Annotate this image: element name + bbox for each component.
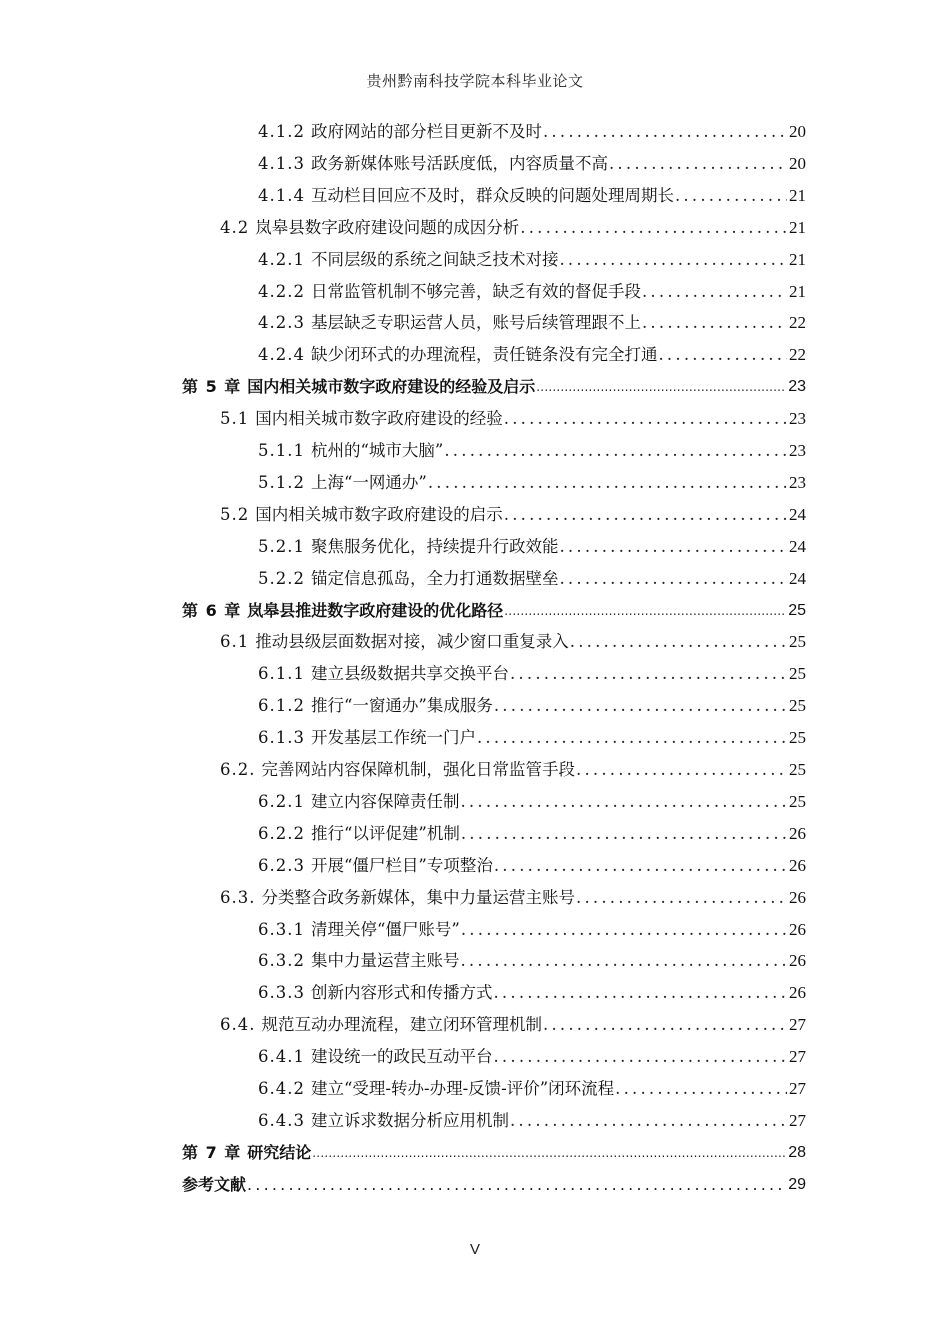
toc-dot-leader — [558, 531, 787, 563]
toc-entry-title — [258, 467, 427, 499]
toc-entry-number: 4.2.2 — [258, 281, 305, 301]
toc-entry-text: 创新内容形式和传播方式 — [310, 983, 493, 1003]
toc-entry-text: 国内相关城市数字政府建设的经验及启示 — [247, 377, 536, 397]
toc-entry-number: 4.2.3 — [258, 313, 305, 333]
toc-entry[interactable] — [220, 1009, 806, 1041]
toc-entry-text: 开发基层工作统一门户 — [310, 728, 476, 748]
toc-page-number: 28 — [788, 1143, 806, 1161]
toc-entry[interactable] — [258, 1105, 806, 1137]
toc-entry-number: 5.2.1 — [258, 536, 305, 556]
toc-entry-title — [258, 1073, 614, 1105]
toc-dot-leader — [558, 563, 787, 595]
toc-page-number: 23 — [789, 472, 806, 492]
toc-entry-number: 5.1.1 — [258, 441, 305, 460]
toc-entry[interactable] — [258, 722, 806, 754]
toc-entry-text: 建立内容保障责任制 — [310, 791, 460, 811]
toc-entry-number: 第 7 章 — [182, 1142, 242, 1162]
toc-dot-leader — [608, 148, 787, 180]
toc-entry-title — [258, 914, 460, 946]
toc-entry-title — [258, 722, 476, 754]
toc-page-number: 29 — [788, 1175, 806, 1193]
toc-entry-text: 不同层级的系统之间缺乏技术对接 — [310, 249, 559, 269]
toc-entry[interactable] — [258, 690, 806, 722]
toc-entry-text: 集中力量运营主账号 — [310, 951, 460, 971]
toc-entry-number: 6.4.2 — [258, 1079, 305, 1098]
toc-entry-text: 上海“一网通办” — [310, 472, 427, 492]
toc-dot-leader — [459, 786, 787, 818]
toc-page-number: 21 — [789, 217, 806, 237]
toc-dot-leader — [509, 1105, 787, 1137]
toc-entry-number: 6.3.3 — [258, 983, 305, 1003]
toc-entry[interactable] — [220, 403, 806, 435]
toc-entry[interactable] — [220, 212, 806, 244]
toc-page-number: 26 — [789, 887, 806, 907]
toc-dot-leader — [641, 276, 787, 308]
toc-entry[interactable] — [258, 307, 806, 339]
toc-entry-number: 5.1.2 — [258, 472, 305, 492]
toc-dot-leader — [476, 722, 787, 754]
toc-dot-leader — [493, 850, 787, 882]
toc-entry-number: 4.1.3 — [258, 153, 305, 173]
toc-entry-number: 第 6 章 — [182, 600, 242, 620]
toc-dot-leader — [509, 658, 787, 690]
toc-page-number: 23 — [789, 441, 806, 460]
toc-entry-title — [258, 276, 641, 308]
toc-entry-number: 4.1.4 — [258, 185, 305, 205]
toc-dot-leader — [311, 1137, 786, 1169]
toc-entry-title — [258, 818, 460, 850]
toc-entry-text: 研究结论 — [247, 1142, 312, 1162]
toc-entry-title — [182, 1169, 246, 1201]
toc-page-number: 22 — [789, 345, 806, 365]
toc-entry[interactable] — [258, 977, 806, 1009]
toc-page-number: 21 — [789, 249, 806, 269]
toc-entry-number: 6.1.3 — [258, 728, 305, 748]
toc-entry[interactable] — [182, 1137, 806, 1169]
toc-entry-text: 完善网站内容保障机制，强化日常监管手段 — [261, 760, 575, 779]
toc-dot-leader — [493, 690, 787, 722]
toc-entry-title — [258, 658, 509, 690]
toc-entry[interactable] — [258, 1041, 806, 1073]
toc-page-number: 24 — [789, 568, 806, 588]
toc-entry[interactable] — [220, 626, 806, 658]
toc-page-number: 21 — [789, 185, 806, 205]
toc-entry-number: 6.4.3 — [258, 1110, 305, 1130]
toc-page-number: 20 — [789, 153, 806, 173]
toc-page-number: 26 — [789, 983, 806, 1003]
toc-entry-text: 国内相关城市数字政府建设的启示 — [255, 504, 503, 524]
toc-entry-text: 锚定信息孤岛，全力打通数据壁垒 — [310, 568, 559, 588]
toc-entry-number: 5.2 — [220, 504, 250, 524]
toc-entry[interactable] — [258, 1073, 806, 1105]
toc-page-number: 23 — [788, 378, 806, 396]
toc-dot-leader — [460, 818, 787, 850]
toc-page-number: 27 — [789, 1079, 806, 1098]
toc-entry-title — [220, 212, 519, 244]
toc-dot-leader — [246, 1169, 786, 1201]
toc-entry[interactable] — [258, 435, 806, 467]
toc-entry-number: 第 5 章 — [182, 377, 242, 397]
toc-entry-title — [258, 435, 443, 467]
toc-entry[interactable] — [258, 180, 806, 212]
toc-dot-leader — [542, 1009, 787, 1041]
toc-entry-number: 6.3.2 — [258, 951, 305, 971]
toc-entry[interactable] — [258, 818, 806, 850]
toc-entry-title — [220, 1009, 542, 1041]
toc-entry-number: 6.4. — [220, 1015, 256, 1035]
toc-entry[interactable] — [258, 467, 806, 499]
toc-page-number: 26 — [789, 855, 806, 875]
toc-entry-text: 国内相关城市数字政府建设的经验 — [255, 409, 503, 429]
toc-entry-title — [220, 882, 575, 914]
toc-dot-leader — [558, 244, 787, 276]
toc-entry-number: 4.2 — [220, 217, 250, 237]
toc-entry-number: 6.2.1 — [258, 791, 305, 811]
toc-dot-leader — [657, 339, 787, 371]
toc-entry-title — [182, 1137, 311, 1169]
toc-dot-leader — [503, 403, 787, 435]
toc-entry-title — [220, 754, 575, 786]
toc-entry-number: 6.1 — [220, 632, 250, 652]
toc-entry-text: 清理关停“僵尸账号” — [310, 919, 460, 939]
toc-entry[interactable] — [258, 339, 806, 371]
toc-entry[interactable] — [182, 595, 806, 627]
toc-entry-title — [258, 786, 459, 818]
toc-entry-number: 6.1.1 — [258, 664, 305, 684]
toc-dot-leader — [575, 754, 787, 786]
toc-dot-leader — [519, 212, 787, 244]
toc-dot-leader — [427, 467, 787, 499]
toc-entry-title — [182, 371, 535, 403]
toc-entry-title — [258, 116, 542, 148]
toc-entry-number: 6.3.1 — [258, 919, 305, 939]
toc-entry-text: 参考文献 — [182, 1174, 247, 1194]
toc-entry[interactable] — [258, 148, 806, 180]
toc-dot-leader — [535, 371, 786, 403]
toc-entry-text: 聚焦服务优化，持续提升行政效能 — [310, 536, 559, 556]
toc-entry-title — [220, 499, 503, 531]
toc-entry[interactable] — [258, 531, 806, 563]
toc-entry-number: 6.2. — [220, 760, 256, 779]
toc-page-number: 23 — [789, 409, 806, 429]
toc-entry-title — [258, 148, 608, 180]
toc-dot-leader — [674, 180, 787, 212]
toc-entry-text: 建立县级数据共享交换平台 — [310, 664, 509, 684]
toc-entry-title — [258, 977, 492, 1009]
toc-entry-number: 6.2.2 — [258, 823, 305, 843]
toc-entry-title — [258, 244, 558, 276]
toc-page-number: 27 — [789, 1015, 806, 1035]
toc-entry-title — [182, 595, 503, 627]
toc-page-number: 25 — [789, 728, 806, 748]
toc-entry-text: 政府网站的部分栏目更新不及时 — [310, 122, 542, 141]
toc-entry-title — [258, 563, 558, 595]
toc-entry-text: 建设统一的政民互动平台 — [310, 1047, 493, 1067]
toc-entry-title — [258, 1041, 492, 1073]
toc-entry-text: 基层缺乏专职运营人员，账号后续管理跟不上 — [310, 313, 641, 333]
toc-entry-text: 缺少闭环式的办理流程，责任链条没有完全打通 — [310, 345, 658, 365]
toc-entry[interactable] — [220, 499, 806, 531]
toc-dot-leader — [542, 116, 787, 148]
toc-entry-text: 推行“一窗通办”集成服务 — [310, 696, 493, 716]
toc-entry-text: 建立“受理-转办-办理-反馈-评价”闭环流程 — [310, 1079, 615, 1098]
toc-page-number: 26 — [789, 823, 806, 843]
toc-entry[interactable] — [182, 1169, 806, 1201]
toc-entry[interactable] — [258, 658, 806, 690]
toc-entry[interactable] — [182, 371, 806, 403]
toc-page-number: 25 — [789, 791, 806, 811]
toc-entry-title — [258, 690, 493, 722]
toc-dot-leader — [492, 1041, 787, 1073]
toc-entry-text: 杭州的“城市大脑” — [310, 441, 444, 460]
toc-entry-number: 4.2.4 — [258, 345, 305, 365]
toc-dot-leader — [614, 1073, 787, 1105]
toc-dot-leader — [575, 882, 787, 914]
toc-entry[interactable] — [258, 850, 806, 882]
toc-entry-number: 6.3. — [220, 887, 256, 907]
toc-entry-title — [258, 307, 641, 339]
toc-entry-title — [258, 339, 657, 371]
toc-entry-title — [220, 403, 503, 435]
toc-entry-title — [220, 626, 569, 658]
toc-entry-text: 岚皋县数字政府建设问题的成因分析 — [255, 217, 520, 237]
toc-entry[interactable] — [220, 882, 806, 914]
toc-entry-number: 6.4.1 — [258, 1047, 305, 1067]
toc-entry-text: 规范互动办理流程，建立闭环管理机制 — [261, 1015, 542, 1035]
toc-page-number: 20 — [789, 122, 806, 141]
toc-entry-number: 4.1.2 — [258, 122, 305, 141]
toc-entry[interactable] — [220, 754, 806, 786]
toc-dot-leader — [569, 626, 787, 658]
toc-page-number: 24 — [789, 504, 806, 524]
toc-entry-number: 6.2.3 — [258, 855, 305, 875]
toc-entry-number: 6.1.2 — [258, 696, 305, 716]
toc-dot-leader — [460, 914, 787, 946]
toc-entry-title — [258, 850, 493, 882]
toc-dot-leader — [503, 499, 787, 531]
toc-entry-title — [258, 945, 459, 977]
toc-entry-text: 开展“僵尸栏目”专项整治 — [310, 855, 493, 875]
toc-entry-text: 分类整合政务新媒体，集中力量运营主账号 — [261, 887, 575, 907]
toc-page-number: 25 — [789, 664, 806, 684]
toc-entry[interactable] — [258, 945, 806, 977]
toc-entry-text: 推动县级层面数据对接，减少窗口重复录入 — [255, 632, 569, 652]
toc-entry-text: 建立诉求数据分析应用机制 — [310, 1110, 509, 1130]
toc-entry-title — [258, 531, 558, 563]
toc-entry-text: 互动栏目回应不及时，群众反映的问题处理周期长 — [310, 185, 674, 205]
toc-entry[interactable] — [258, 914, 806, 946]
toc-entry[interactable] — [258, 244, 806, 276]
toc-page-number: 26 — [789, 951, 806, 971]
toc-dot-leader — [641, 307, 787, 339]
toc-entry-number: 5.1 — [220, 409, 250, 429]
toc-page-number: 27 — [789, 1047, 806, 1067]
toc-dot-leader — [443, 435, 787, 467]
toc-page-number: 24 — [789, 536, 806, 556]
toc-entry-title — [258, 180, 674, 212]
toc-entry-number: 4.2.1 — [258, 249, 305, 269]
toc-page-number: 26 — [789, 919, 806, 939]
toc-dot-leader — [503, 595, 786, 627]
page-number: V — [469, 1241, 480, 1258]
toc-entry-title — [258, 1105, 509, 1137]
toc-page-number: 25 — [788, 601, 806, 619]
toc-entry-text: 政务新媒体账号活跃度低，内容质量不高 — [310, 153, 608, 173]
toc-page-number: 25 — [789, 632, 806, 652]
toc-page-number: 21 — [789, 281, 806, 301]
toc-dot-leader — [492, 977, 787, 1009]
toc-entry-text: 岚皋县推进数字政府建设的优化路径 — [247, 600, 504, 620]
toc-dot-leader — [459, 945, 787, 977]
running-header: 贵州黔南科技学院本科毕业论文 — [366, 72, 584, 90]
toc-page-number: 27 — [789, 1110, 806, 1130]
toc-page-number: 22 — [789, 313, 806, 333]
toc-entry-number: 5.2.2 — [258, 568, 305, 588]
toc-entry[interactable] — [258, 563, 806, 595]
toc-entry[interactable] — [258, 786, 806, 818]
toc-entry-text: 推行“以评促建”机制 — [310, 823, 460, 843]
toc-entry[interactable] — [258, 116, 806, 148]
toc-entry[interactable] — [258, 276, 806, 308]
toc-page-number: 25 — [789, 760, 806, 779]
toc-entry-text: 日常监管机制不够完善，缺乏有效的督促手段 — [310, 281, 641, 301]
toc-page-number: 25 — [789, 696, 806, 716]
